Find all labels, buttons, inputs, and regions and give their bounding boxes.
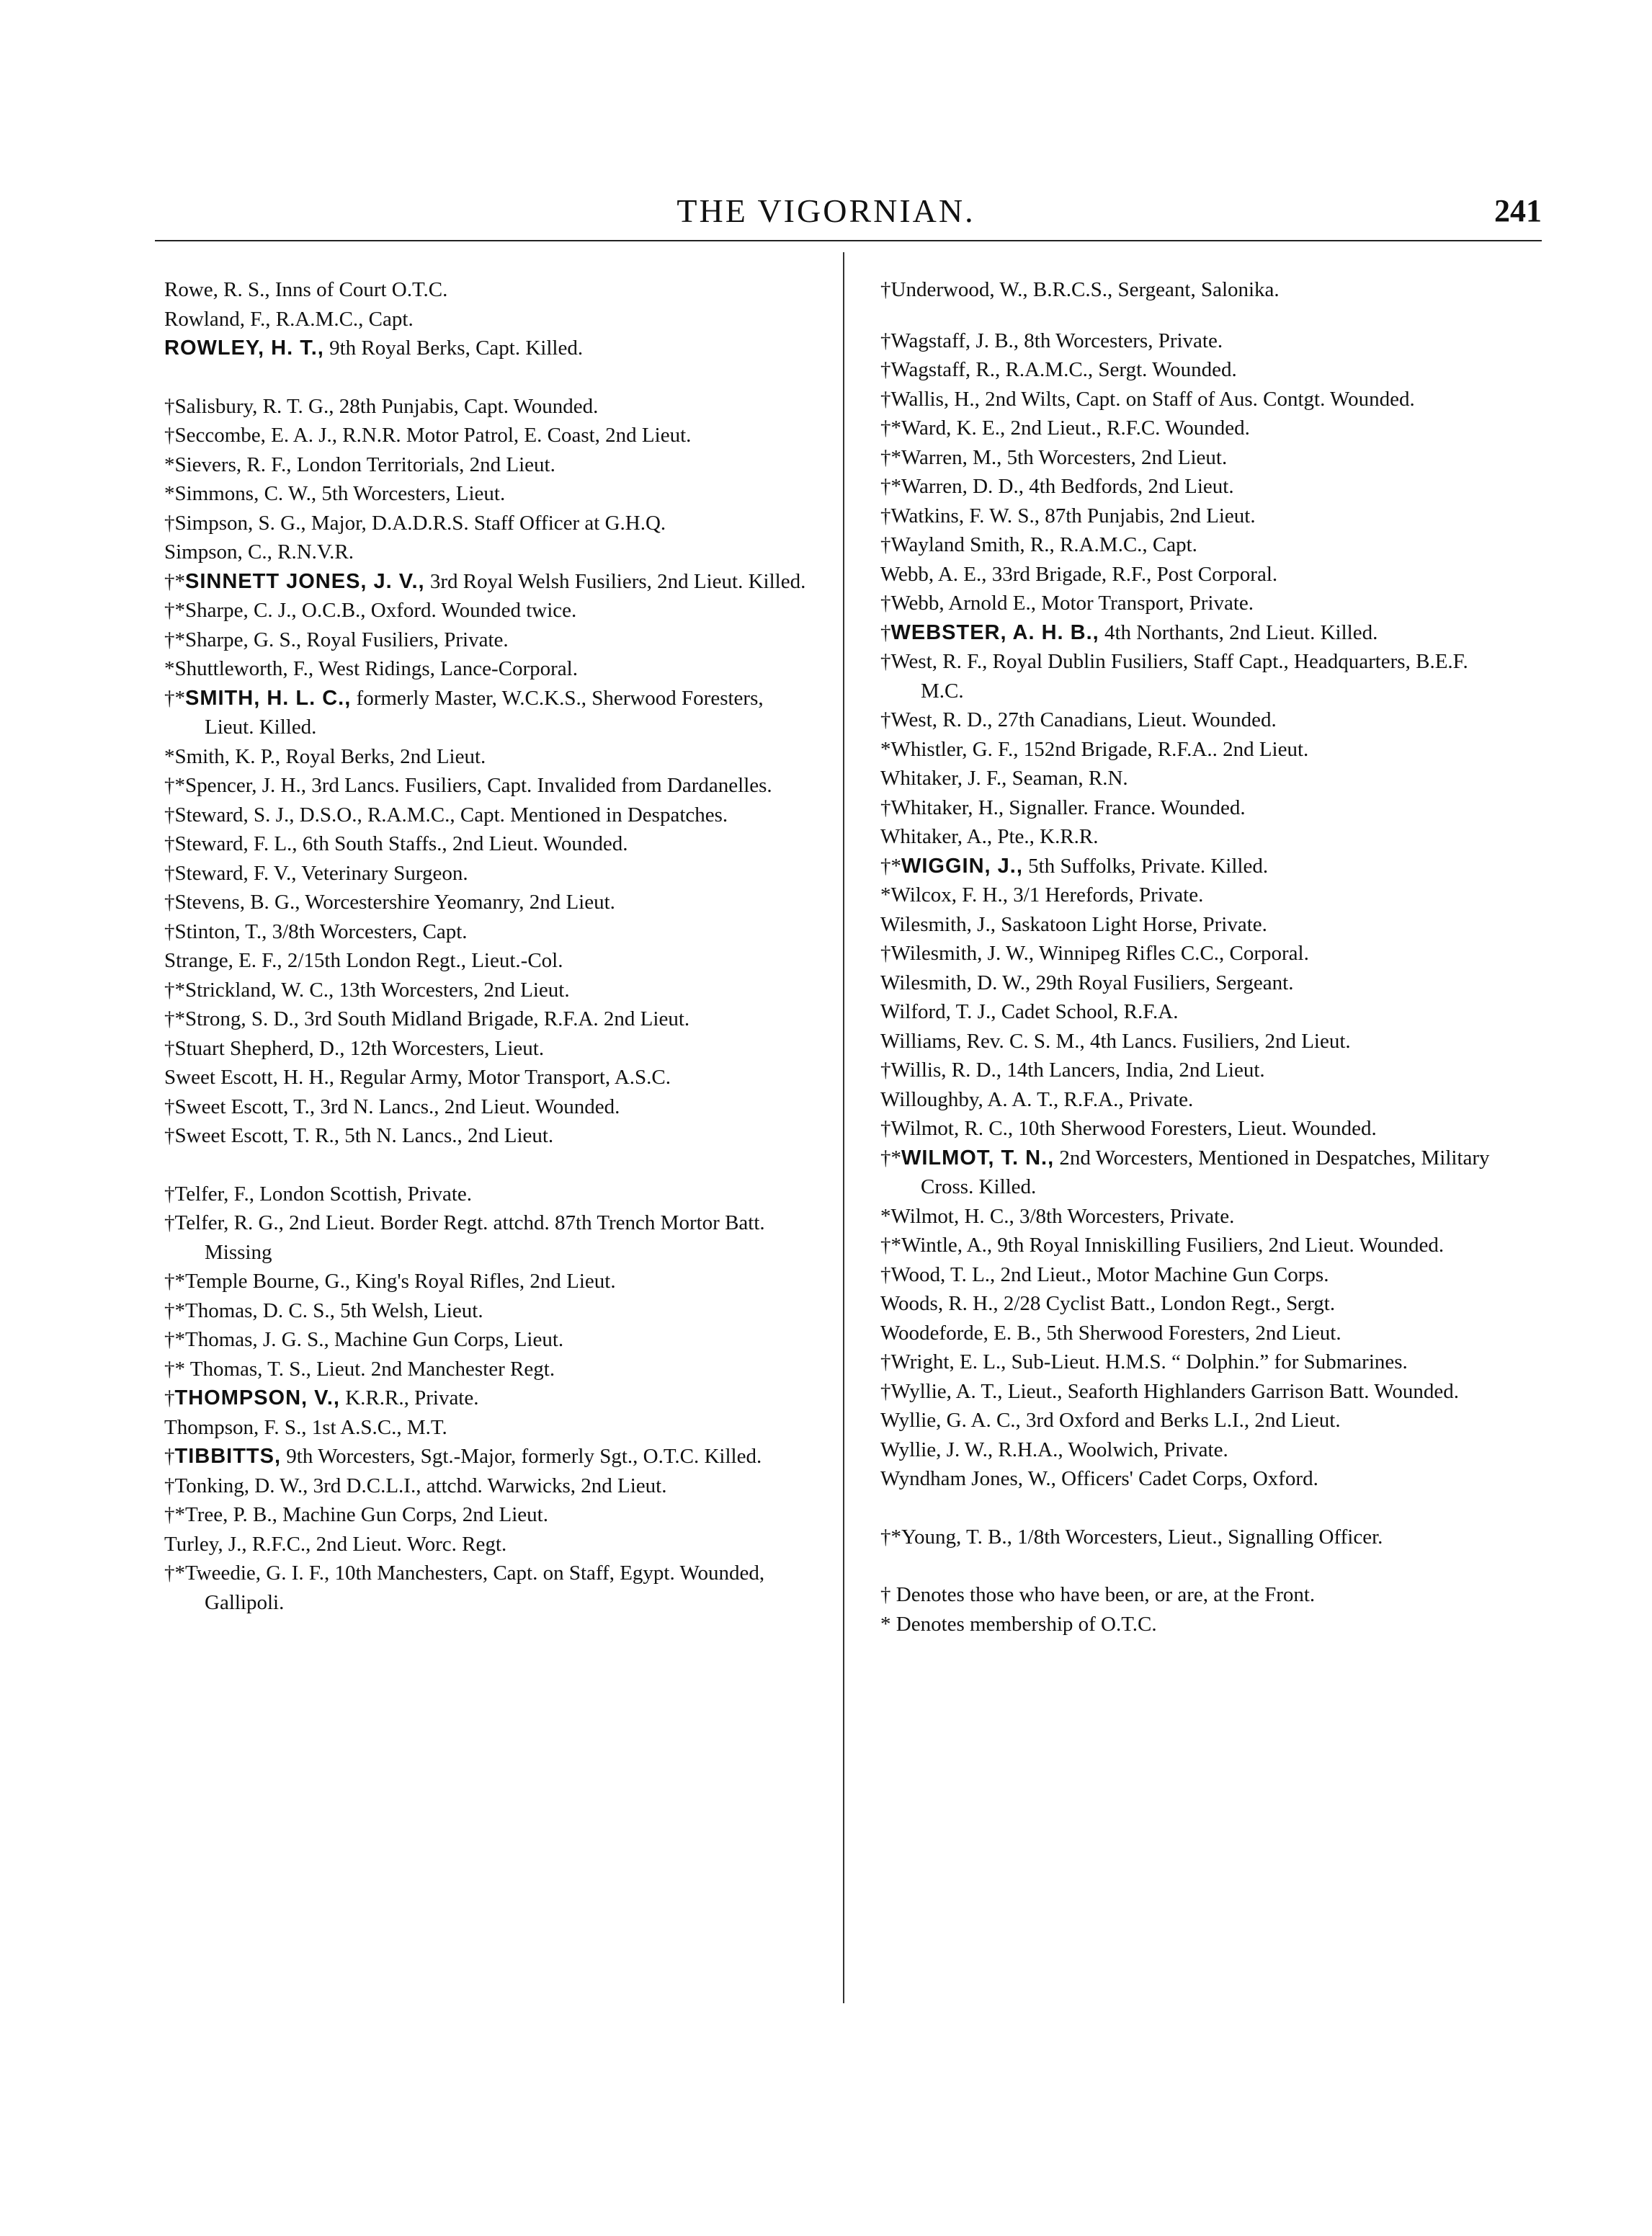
list-item [880,326,1514,356]
list-item [164,625,813,655]
entry-marker: † [880,387,891,411]
entry-text: Wilesmith, J., Saskatoon Light Horse, Private. [880,912,1267,936]
entry-marker: * [880,883,891,907]
list-item [164,946,813,976]
entry-marker: † [880,650,891,673]
entry-text: Wilesmith, D. W., 29th Royal Fusiliers, Sergeant. [880,971,1294,994]
spacer [880,305,1514,326]
entry-text: Wyllie, G. A. C., 3rd Oxford and Berks L.I., 2nd Lieut. [880,1409,1341,1432]
entry-marker: †* [164,686,185,710]
list-item [164,305,813,334]
entry-marker: † [164,1036,175,1060]
list-item [164,450,813,480]
left-group-3 [164,1180,813,1618]
entry-marker: * [880,737,891,761]
list-item [164,479,813,509]
list-item [164,859,813,888]
entry-text: Sweet Escott, H. H., Regular Army, Motor Transport, A.S.C. [164,1066,671,1089]
entry-text: Telfer, F., London Scottish, Private. [174,1182,473,1206]
entry-marker: † [880,1350,891,1373]
list-item [164,917,813,947]
list-item [880,355,1514,385]
entry-text: Warren, D. D., 4th Bedfords, 2nd Lieut. [901,475,1234,498]
entry-text: Wilmot, R. C., 10th Sherwood Foresters, Lieut. Wounded. [890,1117,1377,1140]
list-item [164,567,813,597]
list-item [880,1260,1514,1290]
entry-marker: † [164,891,175,914]
entry-marker: * [880,1204,891,1228]
entry-marker: † [164,861,175,885]
entry-text: West, R. D., 27th Canadians, Lieut. Wounded. [890,708,1277,731]
entry-marker: † [164,1211,175,1234]
entry-text: formerly Master, W.C.K.S., Sherwood Foresters, Lieut. Killed. [205,686,764,739]
list-item [164,742,813,772]
entry-text: 5th Suffolks, Private. Killed. [1022,854,1269,878]
entry-text: Warren, M., 5th Worcesters, 2nd Lieut. [901,445,1228,469]
entry-text: Shuttleworth, F., West Ridings, Lance-Corporal. [174,657,578,680]
list-item [164,1296,813,1326]
entry-text: Wood, T. L., 2nd Lieut., Motor Machine Gun Corps. [890,1262,1329,1286]
entry-text: Stinton, T., 3/8th Worcesters, Capt. [174,919,468,943]
list-item [880,1027,1514,1056]
entry-text: Salisbury, R. T. G., 28th Punjabis, Capt. Wounded. [174,394,599,418]
entry-text: Wright, E. L., Sub-Lieut. H.M.S. “ Dolphin.” for Submarines. [890,1350,1408,1373]
entry-marker: * [164,453,175,476]
entry-text: Wagstaff, R., R.A.M.C., Sergt. Wounded. [890,358,1237,381]
entry-text: Telfer, R. G., 2nd Lieut. Border Regt. attchd. 87th Trench Mortor Batt. Missing [174,1211,765,1264]
entry-text: 9th Royal Berks, Capt. Killed. [323,337,584,360]
list-item [164,1471,813,1501]
entry-text: Wyllie, A. T., Lieut., Seaforth Highlanders Garrison Batt. Wounded. [890,1379,1459,1403]
list-item [880,822,1514,852]
entry-text: Stevens, B. G., Worcestershire Yeomanry, 2nd Lieut. [174,891,615,914]
list-item [164,392,813,422]
entry-marker: † [164,511,175,535]
footnotes [880,1580,1514,1639]
list-item [164,1325,813,1355]
list-item [164,801,813,830]
entry-marker: †* [880,854,901,878]
list-item [880,1464,1514,1494]
entry-text: 2nd Worcesters, Mentioned in Despatches, Military Cross. Killed. [921,1146,1490,1198]
entry-marker: † [164,1474,175,1497]
entry-text: Tweedie, G. I. F., 10th Manchesters, Capt. on Staff, Egypt. Wounded, Gallipoli. [185,1562,765,1614]
entry-text: Tree, P. B., Machine Gun Corps, 2nd Lieut. [185,1503,548,1526]
list-item [880,1406,1514,1435]
entry-text: Seccombe, E. A. J., R.N.R. Motor Patrol, E. Coast, 2nd Lieut. [174,424,692,447]
entry-marker: †* [164,774,185,797]
list-item [164,1034,813,1064]
entry-text: Williams, Rev. C. S. M., 4th Lancs. Fusiliers, 2nd Lieut. [880,1029,1351,1053]
entry-text: Wagstaff, J. B., 8th Worcesters, Private. [890,329,1223,352]
entry-text: Whitaker, A., Pte., K.R.R. [880,825,1099,848]
list-item [880,793,1514,823]
page-title: THE VIGORNIAN. [677,192,975,229]
entry-marker: †* [164,628,185,651]
entry-marker: † [880,1262,891,1286]
list-item [880,1435,1514,1465]
entry-text: Stuart Shepherd, D., 12th Worcesters, Lieut. [174,1036,545,1060]
list-item [880,385,1514,414]
entry-marker: † [880,533,891,556]
list-item [164,888,813,917]
entry-marker: †* [164,1357,185,1381]
list-item [880,968,1514,998]
list-item [880,1144,1514,1202]
entry-text: Strange, E. F., 2/15th London Regt., Lieut.-Col. [164,949,563,972]
entry-text: 9th Worcesters, Sgt.-Major, formerly Sgt., O.T.C. Killed. [281,1445,762,1468]
list-item [880,1523,1514,1552]
entry-text: Steward, F. L., 6th South Staffs., 2nd Lieut. Wounded. [174,832,628,855]
entry-marker: † [880,942,891,965]
entry-marker: † [164,919,175,943]
entry-text: Wyndham Jones, W., Officers' Cadet Corps, Oxford. [880,1467,1318,1490]
list-item [880,1114,1514,1144]
entry-marker: † [164,1124,175,1147]
entry-marker: † [164,1445,175,1468]
entry-text: Young, T. B., 1/8th Worcesters, Lieut., Signalling Officer. [901,1525,1383,1549]
list-item [880,1348,1514,1377]
entry-name-bold: WIGGIN, J., [901,854,1023,878]
entry-marker: † [164,803,175,827]
entry-text: Wyllie, J. W., R.H.A., Woolwich, Private. [880,1438,1228,1461]
spacer [164,363,813,392]
entry-marker: † [164,832,175,855]
list-item [164,421,813,450]
page-number: 241 [1494,193,1542,228]
entry-marker: †* [164,1562,185,1585]
list-item [880,414,1514,443]
entry-text: Willoughby, A. A. T., R.F.A., Private. [880,1087,1194,1111]
entry-marker: †* [880,1234,901,1257]
entry-text: Whistler, G. F., 152nd Brigade, R.F.A.. 2nd Lieut. [890,737,1309,761]
list-item [880,560,1514,589]
list-item [164,1267,813,1296]
list-item [164,771,813,801]
entry-text: Spencer, J. H., 3rd Lancs. Fusiliers, Capt. Invalided from Dardanelles. [185,774,772,797]
list-item [164,1208,813,1267]
list-item [880,275,1514,305]
list-item [880,502,1514,531]
entry-text: Thomas, D. C. S., 5th Welsh, Lieut. [185,1299,483,1322]
entry-text: Wallis, H., 2nd Wilts, Capt. on Staff of Aus. Contgt. Wounded. [890,387,1415,411]
list-item [164,1384,813,1413]
entry-text: K.R.R., Private. [339,1386,479,1409]
spacer [880,1551,1514,1580]
list-item [164,976,813,1005]
entry-marker: † [164,1386,175,1409]
list-item [880,735,1514,765]
list-item [164,1559,813,1617]
list-item [880,1319,1514,1348]
list-item [880,1202,1514,1231]
list-item [164,1180,813,1209]
list-item [164,1355,813,1384]
left-group-2 [164,392,813,1151]
entry-text: Wilcox, F. H., 3/1 Herefords, Private. [890,883,1204,907]
right-group-3 [880,1523,1514,1552]
list-item [164,1005,813,1034]
entry-marker: * [164,744,175,768]
list-item [880,443,1514,473]
list-item [164,1413,813,1443]
entry-marker: † [880,329,891,352]
entry-text: Tonking, D. W., 3rd D.C.L.I., attchd. Warwicks, 2nd Lieut. [174,1474,667,1497]
entry-name-bold: SMITH, H. L. C., [185,686,352,710]
entry-marker: † [880,708,891,731]
list-item [164,1442,813,1471]
entry-name-bold: WILMOT, T. N., [901,1146,1055,1170]
entry-marker: † [880,620,891,644]
entry-name-bold: THOMPSON, V., [174,1386,340,1409]
entry-text: Smith, K. P., Royal Berks, 2nd Lieut. [174,744,486,768]
entry-marker: † [880,358,891,381]
entry-marker: † [880,504,891,527]
right-column [880,275,1514,1639]
left-group-1 [164,275,813,363]
list-item [164,1530,813,1559]
entry-text: Rowe, R. S., Inns of Court O.T.C. [164,278,448,301]
entry-text: Whitaker, H., Signaller. France. Wounded. [890,796,1246,819]
entry-text: Simpson, S. G., Major, D.A.D.R.S. Staff Officer at G.H.Q. [174,511,666,535]
entry-text: Sievers, R. F., London Territorials, 2nd Lieut. [174,453,555,476]
entry-marker: †* [164,1270,185,1293]
entry-text: Underwood, W., B.R.C.S., Sergeant, Salonika. [890,278,1280,301]
entry-marker: † [880,1117,891,1140]
right-group-2 [880,326,1514,1494]
entry-name-bold: TIBBITTS, [174,1445,282,1468]
list-item [164,1092,813,1122]
entry-text: Thomas, J. G. S., Machine Gun Corps, Lieut. [185,1328,564,1351]
entry-marker: † [880,1379,891,1403]
entry-marker: †* [880,417,901,440]
entry-marker: * [164,482,175,505]
entry-marker: †* [164,599,185,622]
list-item [880,647,1514,705]
entry-text: Whitaker, J. F., Seaman, R.N. [880,767,1128,790]
entry-text: West, R. F., Royal Dublin Fusiliers, Staff Capt., Headquarters, B.E.F. M.C. [890,650,1468,703]
entry-text: Willis, R. D., 14th Lancers, India, 2nd Lieut. [890,1059,1265,1082]
list-item [880,881,1514,910]
list-item [880,530,1514,560]
entry-name-bold: WEBSTER, A. H. B., [890,620,1099,644]
list-item [880,1289,1514,1319]
entry-marker: †* [880,1146,901,1170]
entry-text: Wayland Smith, R., R.A.M.C., Capt. [890,533,1197,556]
entry-marker: † [164,424,175,447]
list-item [164,1500,813,1530]
list-item [164,684,813,742]
entry-marker: †* [880,1525,901,1549]
entry-marker: †* [164,1007,185,1030]
entry-text: Webb, A. E., 33rd Brigade, R.F., Post Corporal. [880,562,1278,586]
entry-marker: † [164,394,175,418]
entry-text: Thompson, F. S., 1st A.S.C., M.T. [164,1415,447,1439]
entry-marker: †* [880,475,901,498]
header-rule [155,240,1542,241]
entry-marker: †* [164,1503,185,1526]
entry-text: Wintle, A., 9th Royal Inniskilling Fusiliers, 2nd Lieut. Wounded. [901,1234,1445,1257]
list-item [880,705,1514,735]
entry-marker: †* [164,569,185,593]
entry-text: Webb, Arnold E., Motor Transport, Private. [890,592,1254,615]
list-item [164,334,813,363]
list-item [164,1063,813,1092]
entry-text: Rowland, F., R.A.M.C., Capt. [164,307,414,331]
entry-marker: † [880,796,891,819]
list-item [164,596,813,625]
entry-text: Sweet Escott, T., 3rd N. Lancs., 2nd Lieut. Wounded. [174,1095,620,1118]
entry-text: Sharpe, C. J., O.C.B., Oxford. Wounded twice. [185,599,577,622]
left-column [164,275,813,1617]
entry-text: Strong, S. D., 3rd South Midland Brigade, R.F.A. 2nd Lieut. [185,1007,690,1030]
entry-text: Wilesmith, J. W., Winnipeg Rifles C.C., Corporal. [890,942,1309,965]
entry-marker: † [880,592,891,615]
entry-text: Ward, K. E., 2nd Lieut., R.F.C. Wounded. [901,417,1250,440]
entry-marker: †* [880,445,901,469]
entry-marker: † [880,1059,891,1082]
footnote-otc: * Denotes membership of O.T.C. [880,1612,1157,1636]
entry-text: Wilmot, H. C., 3/8th Worcesters, Private. [890,1204,1235,1228]
entry-text: Strickland, W. C., 13th Worcesters, 2nd Lieut. [185,978,570,1002]
entry-text: Woodeforde, E. B., 5th Sherwood Foresters, 2nd Lieut. [880,1321,1341,1345]
list-item [164,654,813,684]
entry-text: Woods, R. H., 2/28 Cyclist Batt., London Regt., Sergt. [880,1292,1336,1315]
list-item [880,472,1514,502]
column-divider [843,252,844,2003]
list-item [880,1085,1514,1115]
entry-marker: †* [164,1299,185,1322]
list-item [880,1377,1514,1407]
entry-marker: †* [164,1328,185,1351]
list-item [164,1121,813,1151]
entry-text: Wilford, T. J., Cadet School, R.F.A. [880,1000,1179,1023]
entry-text: Temple Bourne, G., King's Royal Rifles, 2nd Lieut. [185,1270,616,1293]
entry-text: Simmons, C. W., 5th Worcesters, Lieut. [174,482,506,505]
entry-text: Sharpe, G. S., Royal Fusiliers, Private. [185,628,509,651]
entry-marker: † [164,1095,175,1118]
list-item [880,1056,1514,1085]
list-item [164,538,813,567]
list-item [880,997,1514,1027]
entry-name-bold: ROWLEY, H. T., [164,337,324,360]
list-item [164,829,813,859]
entry-name-bold: SINNETT JONES, J. V., [185,569,425,593]
entry-marker: † [880,278,891,301]
entry-text: Thomas, T. S., Lieut. 2nd Manchester Regt. [185,1357,555,1381]
entry-text: 4th Northants, 2nd Lieut. Killed. [1099,620,1378,644]
entry-text: Sweet Escott, T. R., 5th N. Lancs., 2nd Lieut. [174,1124,554,1147]
list-item [880,589,1514,618]
entry-text: 3rd Royal Welsh Fusiliers, 2nd Lieut. Killed. [424,569,806,593]
list-item [164,275,813,305]
entry-marker: †* [164,978,185,1002]
list-item [880,852,1514,881]
entry-text: Watkins, F. W. S., 87th Punjabis, 2nd Lieut. [890,504,1256,527]
right-group-1 [880,275,1514,305]
entry-text: Steward, S. J., D.S.O., R.A.M.C., Capt. Mentioned in Despatches. [174,803,728,827]
list-item [880,910,1514,940]
spacer [880,1494,1514,1523]
entry-text: Steward, F. V., Veterinary Surgeon. [174,861,468,885]
entry-marker: † [164,1182,175,1206]
list-item [164,509,813,538]
spacer [164,1151,813,1180]
list-item [880,618,1514,648]
footnote-front: † Denotes those who have been, or are, at the Front. [880,1583,1316,1606]
list-item [880,764,1514,793]
list-item [880,939,1514,968]
entry-text: Turley, J., R.F.C., 2nd Lieut. Worc. Regt. [164,1532,507,1556]
entry-marker: * [164,657,175,680]
entry-text: Simpson, C., R.N.V.R. [164,540,354,564]
list-item [880,1231,1514,1260]
